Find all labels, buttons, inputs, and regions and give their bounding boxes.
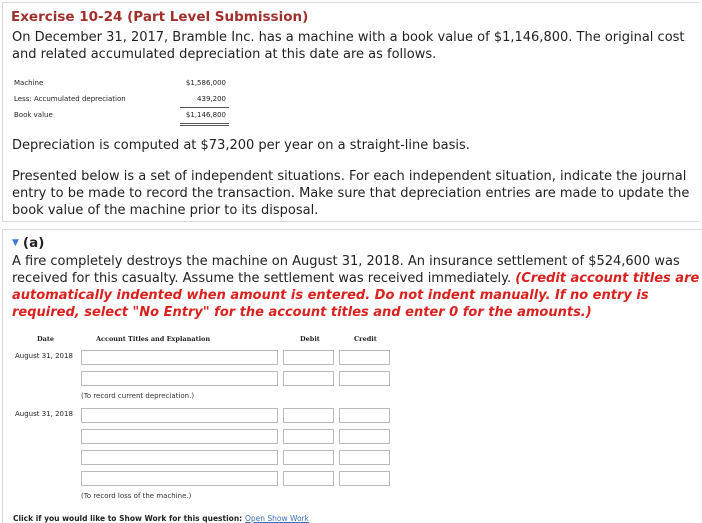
- entry2-note: (To record loss of the machine.): [81, 492, 192, 500]
- depreciation-text: Depreciation is computed at $73,200 per year on a straight-line basis.: [12, 138, 470, 153]
- entry1-account-input-1[interactable]: [81, 350, 278, 365]
- cost-value: 439,200: [197, 95, 226, 103]
- part-a-instruction: (Credit account titles are automatically indented when amount is entered. Do not indent manually. If no entry is required, select "No Entry" for the account titles and enter 0 for the amounts.): [12, 271, 700, 320]
- collapse-triangle-icon[interactable]: ▼: [12, 238, 19, 248]
- entry2-date: August 31, 2018: [15, 410, 73, 418]
- entry2-credit-input-4[interactable]: [339, 471, 390, 486]
- show-work-prompt: Click if you would like to Show Work for this question:: [13, 514, 243, 523]
- part-a-question: A fire completely destroys the machine on August 31, 2018. An insurance settlement of $524,600 was received for this casualty. Assume the settlement was received immediately.: [12, 254, 680, 286]
- intro-text: On December 31, 2017, Bramble Inc. has a machine with a book value of $1,146,800. The original cost and related accumulated depreciation at this date are as follows.: [12, 30, 685, 62]
- entry1-note: (To record current depreciation.): [81, 392, 195, 400]
- entry1-credit-input-2[interactable]: [339, 371, 390, 386]
- part-a-header[interactable]: [12, 235, 44, 251]
- entry1-credit-input-1[interactable]: [339, 350, 390, 365]
- open-show-work-link[interactable]: Open Show Work: [245, 514, 310, 523]
- entry2-account-input-1[interactable]: [81, 408, 278, 423]
- entry2-account-input-4[interactable]: [81, 471, 278, 486]
- col-header-credit: Credit: [354, 335, 377, 343]
- entry2-credit-input-3[interactable]: [339, 450, 390, 465]
- col-header-debit: Debit: [300, 335, 320, 343]
- cost-table: [14, 75, 229, 123]
- entry2-account-input-3[interactable]: [81, 450, 278, 465]
- entry1-debit-input-1[interactable]: [283, 350, 334, 365]
- cost-label: Book value: [14, 111, 53, 119]
- cost-value: $1,146,800: [185, 111, 226, 119]
- entry2-debit-input-2[interactable]: [283, 429, 334, 444]
- part-a-label: (a): [22, 235, 45, 251]
- entry2-debit-input-3[interactable]: [283, 450, 334, 465]
- entry2-debit-input-4[interactable]: [283, 471, 334, 486]
- entry1-account-input-2[interactable]: [81, 371, 278, 386]
- situations-text: Presented below is a set of independent situations. For each independent situation, indicate the journal entry to be made to record the transaction. Make sure that depreciation entries are made to update the book value of the machine prior to its disposal.: [12, 169, 690, 218]
- total-double-line: [180, 125, 229, 126]
- entry2-debit-input-1[interactable]: [283, 408, 334, 423]
- exercise-title: Exercise 10-24 (Part Level Submission): [11, 9, 309, 25]
- total-line: [180, 123, 229, 124]
- entry2-credit-input-1[interactable]: [339, 408, 390, 423]
- cost-row-accumulated: [14, 91, 229, 107]
- entry1-debit-input-2[interactable]: [283, 371, 334, 386]
- cost-label: Less: Accumulated depreciation: [14, 95, 126, 103]
- cost-row-machine: [14, 75, 229, 91]
- col-header-account: Account Titles and Explanation: [96, 335, 211, 343]
- entry1-date: August 31, 2018: [15, 352, 73, 360]
- part-a-text: [12, 253, 702, 321]
- entry2-account-input-2[interactable]: [81, 429, 278, 444]
- cost-row-book-value: [14, 107, 229, 123]
- cost-label: Machine: [14, 79, 44, 87]
- col-header-date: Date: [37, 335, 54, 343]
- cost-value: $1,586,000: [185, 79, 226, 87]
- entry2-credit-input-2[interactable]: [339, 429, 390, 444]
